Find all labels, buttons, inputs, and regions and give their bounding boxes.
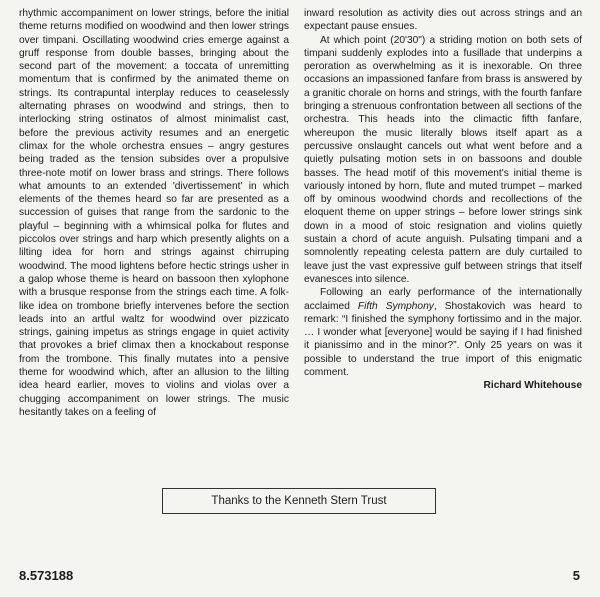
right-paragraph-3: [304, 286, 582, 379]
right-paragraph-2: At which point (20'30") a striding motion on both sets of timpani suddenly explodes into a fusillade that underpins a peroration as overwhelming as it is inexorable. On three occasions an impassioned fanfare from brass is answered by a granitic chorale on horns and strings, with the fourth fanfare bringing a strenuous confrontation between all sections of the orchestra. This heads into the climactic fifth fanfare, whereupon the music literally blows itself apart as a percussive onslaught cancels out what went before and a quietly pulsating motion sets in on bassoons and double basses. The head motif of this movement's initial theme is variously intoned by horn, flute and muted trumpet – marked off by ominous woodwind chords and recollections of the eloquent theme on upper strings – before lower strings sink down in a mood of stoic resignation and violins quietly sustain a chord of acute anguish. Pulsating timpani and a somnolently repeating celesta pattern are duly curtailed to leave just the vast expressive gulf between strings that itself evanesces into silence.: [304, 34, 582, 285]
right-paragraph-1: inward resolution as activity dies out across strings and an expectant pause ensues.: [304, 8, 582, 33]
left-column: [19, 7, 289, 419]
author-signature: Richard Whitehouse: [483, 380, 582, 392]
catalog-number: 8.573188: [19, 568, 74, 583]
work-title: Fifth Symphony: [357, 300, 434, 312]
quote-intro: Following an early performance of the internationally acclaimed: [304, 287, 582, 312]
left-paragraph: rhythmic accompaniment on lower strings, before the initial theme returns modified on woodwind and then lower strings over timpani. Oscillating woodwind cries emerge against a gruff response from double basses, bringing about the second part of the movement: a toccata of unremitting momentum that is confirmed by the animated theme on strings. Its contrapuntal interplay reduces to ceaselessly alternating phrases on woodwind and strings, then to interlocking string ostinatos of almost minimalist cast, before the previous activity resumes and an energetic climax for the whole orchestra ensues – angry gestures being traded as the tension subsides over a propulsive three-note motif on lower brass and strings. There follows what amounts to an extended 'divertissement' in which elements of the themes heard so far are presented as a succession of guises that range from the sardonic to the playful – beginning with a whimsical polka for flutes and piccolos over strings and harp which presently alights on a lilting idea for horn and strings against chirruping woodwind. The mood lightens before hectic strings usher in a galop whose theme is heard on bassoon then xylophone with a brusque response from the strings each time. A folk-like idea on trombone briefly intervenes before the section leads into an artful waltz for woodwind over pizzicato strings, gaining impetus as strings engage in quiet activity that provokes a brief climax then a knockabout response from the trombone. This finally mutates into a pensive theme for woodwind which, after an allusion to the lilting idea heard earlier, moves to violins and violas over a chugging accompaniment on lower strings. The music hesitantly takes on a feeling of: [19, 8, 289, 418]
quote-body: , Shostakovich was heard to remark: “I finished the symphony fortissimo and in the major. … I wonder what [everyone] would be saying if I had finished it pianissimo and in the minor?”. Only 25 years on was it possible to understand the true import of this enigmatic comment.: [304, 300, 583, 379]
acknowledgement-box: Thanks to the Kenneth Stern Trust: [162, 488, 436, 514]
page-number: 5: [572, 568, 580, 583]
right-column: [304, 7, 582, 393]
